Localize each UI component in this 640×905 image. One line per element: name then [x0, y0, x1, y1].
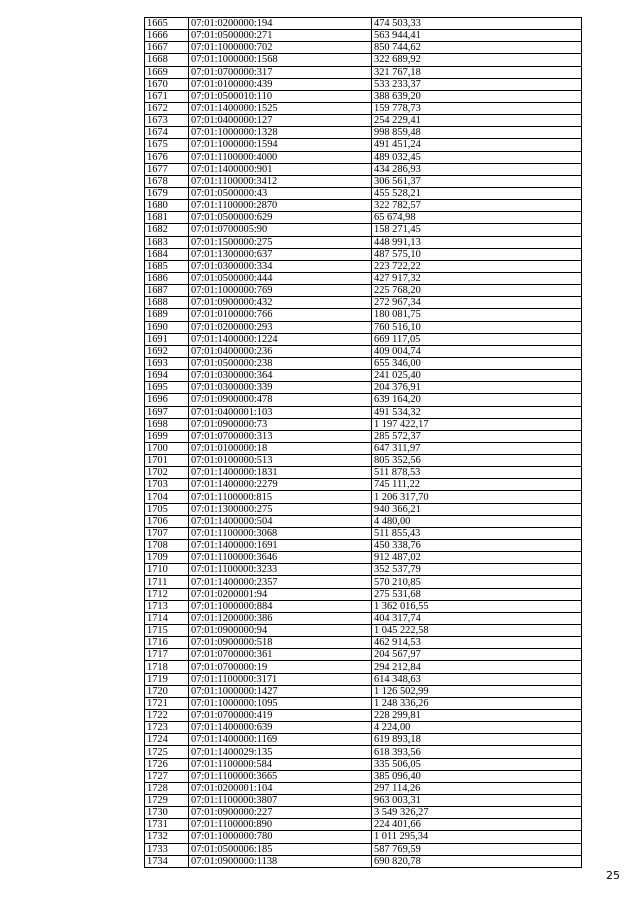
cadastral-number-cell: 07:01:1000000:1427 [189, 685, 372, 697]
cadastral-number-cell: 07:01:1300000:275 [189, 503, 372, 515]
row-number-cell: 1725 [145, 746, 189, 758]
table-row [145, 467, 582, 479]
row-number-cell: 1690 [145, 321, 189, 333]
value-cell: 563 944,41 [372, 30, 582, 42]
row-number-cell: 1714 [145, 612, 189, 624]
value-cell: 474 503,33 [372, 18, 582, 30]
value-cell: 1 248 336,26 [372, 697, 582, 709]
value-cell: 285 572,37 [372, 430, 582, 442]
value-cell: 448 991,13 [372, 236, 582, 248]
table-row [145, 843, 582, 855]
row-number-cell: 1701 [145, 455, 189, 467]
value-cell: 272 967,34 [372, 297, 582, 309]
cadastral-number-cell: 07:01:1000000:1095 [189, 697, 372, 709]
table-row [145, 66, 582, 78]
cadastral-number-cell: 07:01:0900000:432 [189, 297, 372, 309]
table-row [145, 795, 582, 807]
value-cell: 254 229,41 [372, 115, 582, 127]
cadastral-number-cell: 07:01:0500000:43 [189, 187, 372, 199]
table-row [145, 127, 582, 139]
table-row [145, 685, 582, 697]
row-number-cell: 1730 [145, 807, 189, 819]
cadastral-number-cell: 07:01:1000000:1568 [189, 54, 372, 66]
value-cell: 491 534,32 [372, 406, 582, 418]
value-cell: 225 768,20 [372, 285, 582, 297]
cadastral-number-cell: 07:01:0200000:194 [189, 18, 372, 30]
cadastral-number-cell: 07:01:0200001:104 [189, 782, 372, 794]
cadastral-number-cell: 07:01:1100000:815 [189, 491, 372, 503]
value-cell: 618 393,56 [372, 746, 582, 758]
cadastral-number-cell: 07:01:0900000:73 [189, 418, 372, 430]
table-row [145, 260, 582, 272]
cadastral-number-cell: 07:01:1100000:584 [189, 758, 372, 770]
cadastral-number-cell: 07:01:1400029:135 [189, 746, 372, 758]
row-number-cell: 1695 [145, 382, 189, 394]
cadastral-number-cell: 07:01:1000000:884 [189, 600, 372, 612]
cadastral-number-cell: 07:01:0700000:19 [189, 661, 372, 673]
cadastral-number-cell: 07:01:1100000:3412 [189, 175, 372, 187]
cadastral-number-cell: 07:01:1000000:702 [189, 42, 372, 54]
cadastral-number-cell: 07:01:1100000:3068 [189, 527, 372, 539]
row-number-cell: 1722 [145, 710, 189, 722]
row-number-cell: 1717 [145, 649, 189, 661]
value-cell: 655 346,00 [372, 357, 582, 369]
value-cell: 275 531,68 [372, 588, 582, 600]
table-row [145, 200, 582, 212]
table-row [145, 782, 582, 794]
value-cell: 223 722,22 [372, 260, 582, 272]
cadastral-number-cell: 07:01:1400000:639 [189, 722, 372, 734]
cadastral-number-cell: 07:01:0100000:18 [189, 442, 372, 454]
row-number-cell: 1668 [145, 54, 189, 66]
value-cell: 1 362 016,55 [372, 600, 582, 612]
row-number-cell: 1691 [145, 333, 189, 345]
value-cell: 450 338,76 [372, 540, 582, 552]
cadastral-number-cell: 07:01:1000000:1594 [189, 139, 372, 151]
value-cell: 805 352,56 [372, 455, 582, 467]
value-cell: 487 575,10 [372, 248, 582, 260]
cadastral-number-cell: 07:01:1000000:780 [189, 831, 372, 843]
value-cell: 998 859,48 [372, 127, 582, 139]
row-number-cell: 1708 [145, 540, 189, 552]
value-cell: 1 206 317,70 [372, 491, 582, 503]
cadastral-number-cell: 07:01:1000000:1328 [189, 127, 372, 139]
value-cell: 409 004,74 [372, 345, 582, 357]
value-cell: 455 528,21 [372, 187, 582, 199]
row-number-cell: 1704 [145, 491, 189, 503]
row-number-cell: 1673 [145, 115, 189, 127]
cadastral-number-cell: 07:01:1100000:4000 [189, 151, 372, 163]
row-number-cell: 1680 [145, 200, 189, 212]
table-row [145, 418, 582, 430]
row-number-cell: 1688 [145, 297, 189, 309]
row-number-cell: 1671 [145, 90, 189, 102]
table-row [145, 18, 582, 30]
row-number-cell: 1667 [145, 42, 189, 54]
cadastral-number-cell: 07:01:0300000:339 [189, 382, 372, 394]
cadastral-number-cell: 07:01:0300000:364 [189, 370, 372, 382]
value-cell: 204 376,91 [372, 382, 582, 394]
row-number-cell: 1676 [145, 151, 189, 163]
value-cell: 570 210,85 [372, 576, 582, 588]
table-row [145, 564, 582, 576]
cadastral-number-cell: 07:01:0400000:236 [189, 345, 372, 357]
cadastral-number-cell: 07:01:1100000:2870 [189, 200, 372, 212]
value-cell: 385 096,40 [372, 770, 582, 782]
cadastral-number-cell: 07:01:0500000:629 [189, 212, 372, 224]
table-row [145, 151, 582, 163]
cadastral-number-cell: 07:01:0700000:419 [189, 710, 372, 722]
value-cell: 322 782,57 [372, 200, 582, 212]
table-row [145, 30, 582, 42]
row-number-cell: 1699 [145, 430, 189, 442]
value-cell: 241 025,40 [372, 370, 582, 382]
cadastral-number-cell: 07:01:0500010:110 [189, 90, 372, 102]
table-row [145, 540, 582, 552]
table-body [145, 18, 582, 868]
row-number-cell: 1682 [145, 224, 189, 236]
cadastral-number-cell: 07:01:0900000:1138 [189, 855, 372, 867]
row-number-cell: 1723 [145, 722, 189, 734]
table-row [145, 576, 582, 588]
value-cell: 1 011 295,34 [372, 831, 582, 843]
table-row [145, 175, 582, 187]
table-row [145, 224, 582, 236]
row-number-cell: 1669 [145, 66, 189, 78]
value-cell: 533 233,37 [372, 78, 582, 90]
table-row [145, 746, 582, 758]
cadastral-number-cell: 07:01:0100000:766 [189, 309, 372, 321]
table-row [145, 430, 582, 442]
row-number-cell: 1720 [145, 685, 189, 697]
row-number-cell: 1716 [145, 637, 189, 649]
table-row [145, 212, 582, 224]
table-row [145, 163, 582, 175]
value-cell: 224 401,66 [372, 819, 582, 831]
cadastral-number-cell: 07:01:0300000:334 [189, 260, 372, 272]
row-number-cell: 1732 [145, 831, 189, 843]
table-row [145, 600, 582, 612]
table-row [145, 236, 582, 248]
table-row [145, 442, 582, 454]
table-row [145, 612, 582, 624]
cadastral-number-cell: 07:01:1100000:3646 [189, 552, 372, 564]
cadastral-number-cell: 07:01:1400000:1831 [189, 467, 372, 479]
value-cell: 352 537,79 [372, 564, 582, 576]
table-row [145, 406, 582, 418]
row-number-cell: 1674 [145, 127, 189, 139]
value-cell: 159 778,73 [372, 102, 582, 114]
table-row [145, 357, 582, 369]
cadastral-number-cell: 07:01:1100000:3171 [189, 673, 372, 685]
row-number-cell: 1710 [145, 564, 189, 576]
row-number-cell: 1681 [145, 212, 189, 224]
table-row [145, 770, 582, 782]
cadastral-number-cell: 07:01:0700000:317 [189, 66, 372, 78]
table-row [145, 588, 582, 600]
cadastral-number-cell: 07:01:1100000:3233 [189, 564, 372, 576]
table-row [145, 758, 582, 770]
table-row [145, 673, 582, 685]
table-row [145, 661, 582, 673]
row-number-cell: 1731 [145, 819, 189, 831]
table-row [145, 625, 582, 637]
cadastral-number-cell: 07:01:1400000:2279 [189, 479, 372, 491]
value-cell: 614 348,63 [372, 673, 582, 685]
row-number-cell: 1687 [145, 285, 189, 297]
table-row [145, 807, 582, 819]
cadastral-number-cell: 07:01:0400000:127 [189, 115, 372, 127]
row-number-cell: 1692 [145, 345, 189, 357]
cadastral-number-cell: 07:01:1300000:637 [189, 248, 372, 260]
table-row [145, 115, 582, 127]
cadastral-number-cell: 07:01:1100000:3665 [189, 770, 372, 782]
value-cell: 335 506,05 [372, 758, 582, 770]
row-number-cell: 1672 [145, 102, 189, 114]
value-cell: 4 224,00 [372, 722, 582, 734]
row-number-cell: 1666 [145, 30, 189, 42]
value-cell: 388 639,20 [372, 90, 582, 102]
cadastral-number-cell: 07:01:1100000:890 [189, 819, 372, 831]
value-cell: 940 366,21 [372, 503, 582, 515]
cadastral-number-cell: 07:01:0700000:361 [189, 649, 372, 661]
row-number-cell: 1702 [145, 467, 189, 479]
row-number-cell: 1679 [145, 187, 189, 199]
table-row [145, 285, 582, 297]
row-number-cell: 1700 [145, 442, 189, 454]
table-row [145, 370, 582, 382]
value-cell: 489 032,45 [372, 151, 582, 163]
table-row [145, 831, 582, 843]
cadastral-number-cell: 07:01:0700005:90 [189, 224, 372, 236]
value-cell: 491 451,24 [372, 139, 582, 151]
cadastral-number-cell: 07:01:0500000:271 [189, 30, 372, 42]
table-row [145, 345, 582, 357]
table-row [145, 637, 582, 649]
row-number-cell: 1721 [145, 697, 189, 709]
row-number-cell: 1693 [145, 357, 189, 369]
cadastral-number-cell: 07:01:1200000:386 [189, 612, 372, 624]
cadastral-number-cell: 07:01:1500000:275 [189, 236, 372, 248]
row-number-cell: 1678 [145, 175, 189, 187]
table-row [145, 333, 582, 345]
table-row [145, 139, 582, 151]
value-cell: 690 820,78 [372, 855, 582, 867]
value-cell: 228 299,81 [372, 710, 582, 722]
table-row [145, 515, 582, 527]
table-row [145, 649, 582, 661]
cadastral-number-cell: 07:01:0900000:94 [189, 625, 372, 637]
value-cell: 511 855,43 [372, 527, 582, 539]
value-cell: 760 516,10 [372, 321, 582, 333]
table-row [145, 321, 582, 333]
cadastral-number-cell: 07:01:0900000:227 [189, 807, 372, 819]
row-number-cell: 1703 [145, 479, 189, 491]
table-row [145, 527, 582, 539]
row-number-cell: 1665 [145, 18, 189, 30]
table-row [145, 187, 582, 199]
table-row [145, 710, 582, 722]
table-row [145, 54, 582, 66]
row-number-cell: 1698 [145, 418, 189, 430]
row-number-cell: 1709 [145, 552, 189, 564]
row-number-cell: 1670 [145, 78, 189, 90]
table-row [145, 734, 582, 746]
value-cell: 963 003,31 [372, 795, 582, 807]
value-cell: 1 197 422,17 [372, 418, 582, 430]
cadastral-number-cell: 07:01:1400000:2357 [189, 576, 372, 588]
cadastral-number-cell: 07:01:1400000:504 [189, 515, 372, 527]
row-number-cell: 1733 [145, 843, 189, 855]
row-number-cell: 1686 [145, 272, 189, 284]
row-number-cell: 1694 [145, 370, 189, 382]
row-number-cell: 1729 [145, 795, 189, 807]
value-cell: 639 164,20 [372, 394, 582, 406]
value-cell: 158 271,45 [372, 224, 582, 236]
table-row [145, 722, 582, 734]
cadastral-number-cell: 07:01:1400000:1169 [189, 734, 372, 746]
value-cell: 669 117,05 [372, 333, 582, 345]
row-number-cell: 1734 [145, 855, 189, 867]
value-cell: 4 480,00 [372, 515, 582, 527]
value-cell: 434 286,93 [372, 163, 582, 175]
value-cell: 427 917,32 [372, 272, 582, 284]
row-number-cell: 1677 [145, 163, 189, 175]
cadastral-number-cell: 07:01:1400000:1224 [189, 333, 372, 345]
row-number-cell: 1683 [145, 236, 189, 248]
value-cell: 180 081,75 [372, 309, 582, 321]
row-number-cell: 1705 [145, 503, 189, 515]
value-cell: 587 769,59 [372, 843, 582, 855]
row-number-cell: 1697 [145, 406, 189, 418]
cadastral-number-cell: 07:01:0500000:238 [189, 357, 372, 369]
value-cell: 321 767,18 [372, 66, 582, 78]
table-row [145, 491, 582, 503]
cadastral-number-cell: 07:01:0200000:293 [189, 321, 372, 333]
cadastral-number-cell: 07:01:1400000:901 [189, 163, 372, 175]
cadastral-number-cell: 07:01:1400000:1691 [189, 540, 372, 552]
cadastral-number-cell: 07:01:0400001:103 [189, 406, 372, 418]
cadastral-number-cell: 07:01:0900000:518 [189, 637, 372, 649]
row-number-cell: 1719 [145, 673, 189, 685]
cadastral-number-cell: 07:01:1100000:3807 [189, 795, 372, 807]
value-cell: 297 114,26 [372, 782, 582, 794]
row-number-cell: 1711 [145, 576, 189, 588]
cadastral-number-cell: 07:01:1400000:1525 [189, 102, 372, 114]
value-cell: 647 311,97 [372, 442, 582, 454]
value-cell: 850 744,62 [372, 42, 582, 54]
row-number-cell: 1689 [145, 309, 189, 321]
row-number-cell: 1712 [145, 588, 189, 600]
cadastral-number-cell: 07:01:0100000:439 [189, 78, 372, 90]
row-number-cell: 1727 [145, 770, 189, 782]
data-table [144, 17, 582, 868]
value-cell: 322 689,92 [372, 54, 582, 66]
table-row [145, 248, 582, 260]
value-cell: 404 317,74 [372, 612, 582, 624]
cadastral-number-cell: 07:01:0500006:185 [189, 843, 372, 855]
cadastral-number-cell: 07:01:1000000:769 [189, 285, 372, 297]
cadastral-number-cell: 07:01:0900000:478 [189, 394, 372, 406]
value-cell: 1 126 502,99 [372, 685, 582, 697]
value-cell: 3 549 326,27 [372, 807, 582, 819]
row-number-cell: 1718 [145, 661, 189, 673]
table-row [145, 382, 582, 394]
value-cell: 745 111,22 [372, 479, 582, 491]
table-row [145, 78, 582, 90]
row-number-cell: 1685 [145, 260, 189, 272]
value-cell: 619 893,18 [372, 734, 582, 746]
cadastral-number-cell: 07:01:0700000:313 [189, 430, 372, 442]
cadastral-number-cell: 07:01:0100000:513 [189, 455, 372, 467]
row-number-cell: 1706 [145, 515, 189, 527]
table-row [145, 697, 582, 709]
row-number-cell: 1715 [145, 625, 189, 637]
row-number-cell: 1713 [145, 600, 189, 612]
value-cell: 912 487,02 [372, 552, 582, 564]
value-cell: 1 045 222,58 [372, 625, 582, 637]
value-cell: 462 914,53 [372, 637, 582, 649]
row-number-cell: 1696 [145, 394, 189, 406]
value-cell: 306 561,37 [372, 175, 582, 187]
value-cell: 204 567,97 [372, 649, 582, 661]
value-cell: 294 212,84 [372, 661, 582, 673]
table-row [145, 819, 582, 831]
value-cell: 511 878,53 [372, 467, 582, 479]
table-row [145, 90, 582, 102]
value-cell: 65 674,98 [372, 212, 582, 224]
row-number-cell: 1726 [145, 758, 189, 770]
table-row [145, 855, 582, 867]
table-row [145, 503, 582, 515]
row-number-cell: 1675 [145, 139, 189, 151]
page-number: 25 [606, 869, 620, 882]
table-row [145, 552, 582, 564]
table-row [145, 479, 582, 491]
row-number-cell: 1724 [145, 734, 189, 746]
row-number-cell: 1728 [145, 782, 189, 794]
row-number-cell: 1684 [145, 248, 189, 260]
table-row [145, 394, 582, 406]
table-row [145, 455, 582, 467]
cadastral-number-cell: 07:01:0500000:444 [189, 272, 372, 284]
table-row [145, 272, 582, 284]
table-row [145, 309, 582, 321]
table-row [145, 297, 582, 309]
cadastral-number-cell: 07:01:0200001:94 [189, 588, 372, 600]
table-row [145, 42, 582, 54]
table-row [145, 102, 582, 114]
row-number-cell: 1707 [145, 527, 189, 539]
